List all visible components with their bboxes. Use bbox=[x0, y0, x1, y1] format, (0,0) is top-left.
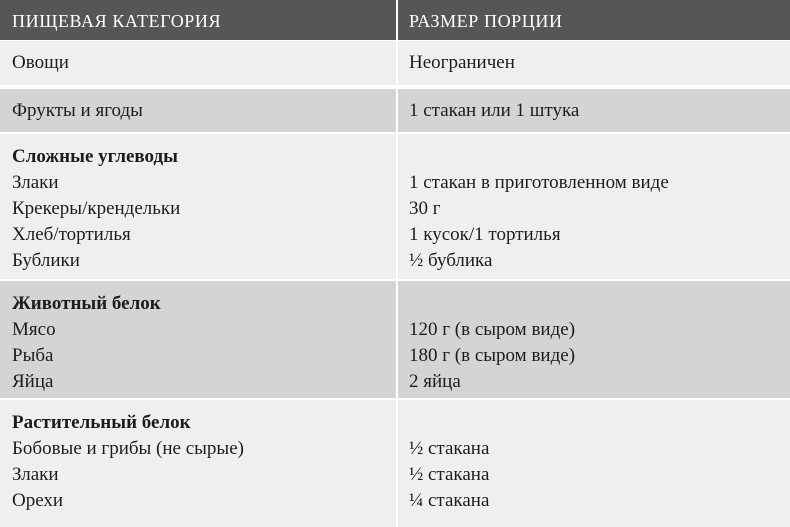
category-cell bbox=[0, 281, 396, 398]
item-portion: 180 г (в сыром виде) bbox=[409, 345, 576, 366]
spacer-line bbox=[409, 144, 790, 170]
item-portion: 1 кусок/1 тортилья bbox=[409, 224, 561, 245]
item-portion: ½ стакана bbox=[409, 464, 490, 485]
category-cell bbox=[0, 134, 396, 279]
table-row bbox=[0, 87, 790, 132]
item-portion: 2 яйца bbox=[409, 371, 461, 392]
header-category: ПИЩЕВАЯ КАТЕГОРИЯ bbox=[12, 11, 222, 31]
group-title: Сложные углеводы bbox=[12, 146, 178, 167]
item-portion: 1 стакан в приготовленном виде bbox=[409, 172, 669, 193]
portion-cell bbox=[396, 281, 790, 398]
table-row-group bbox=[0, 132, 790, 279]
item-portion: 30 г bbox=[409, 198, 441, 219]
item-name: Орехи bbox=[12, 490, 64, 511]
category-cell: Овощи bbox=[12, 52, 69, 73]
category-cell: Фрукты и ягоды bbox=[12, 99, 143, 121]
portion-cell: Неограничен bbox=[396, 41, 790, 85]
item-portion: 120 г (в сыром виде) bbox=[409, 319, 576, 340]
header-portion: РАЗМЕР ПОРЦИИ bbox=[396, 0, 790, 40]
portion-cell bbox=[396, 134, 790, 279]
group-title: Животный белок bbox=[12, 293, 161, 314]
portion-cell: 1 стакан или 1 штука bbox=[396, 89, 790, 132]
item-name: Бобовые и грибы (не сырые) bbox=[12, 438, 244, 459]
table-row bbox=[0, 41, 790, 85]
table-header bbox=[0, 0, 790, 40]
spacer-line bbox=[409, 291, 790, 317]
group-title: Растительный белок bbox=[12, 412, 191, 433]
table-row-group bbox=[0, 398, 790, 527]
table-row-group bbox=[0, 279, 790, 398]
item-name: Хлеб/тортилья bbox=[12, 224, 131, 245]
item-name: Злаки bbox=[12, 464, 59, 485]
item-name: Рыба bbox=[12, 345, 54, 366]
item-portion: ½ бублика bbox=[409, 250, 493, 271]
category-cell bbox=[0, 400, 396, 527]
item-name: Бублики bbox=[12, 250, 80, 271]
item-name: Крекеры/крендельки bbox=[12, 198, 181, 219]
portion-cell bbox=[396, 400, 790, 527]
item-name: Мясо bbox=[12, 319, 56, 340]
item-portion: ½ стакана bbox=[409, 438, 490, 459]
item-name: Яйца bbox=[12, 371, 54, 392]
item-portion: ¼ стакана bbox=[409, 490, 490, 511]
spacer-line bbox=[409, 410, 790, 436]
item-name: Злаки bbox=[12, 172, 59, 193]
